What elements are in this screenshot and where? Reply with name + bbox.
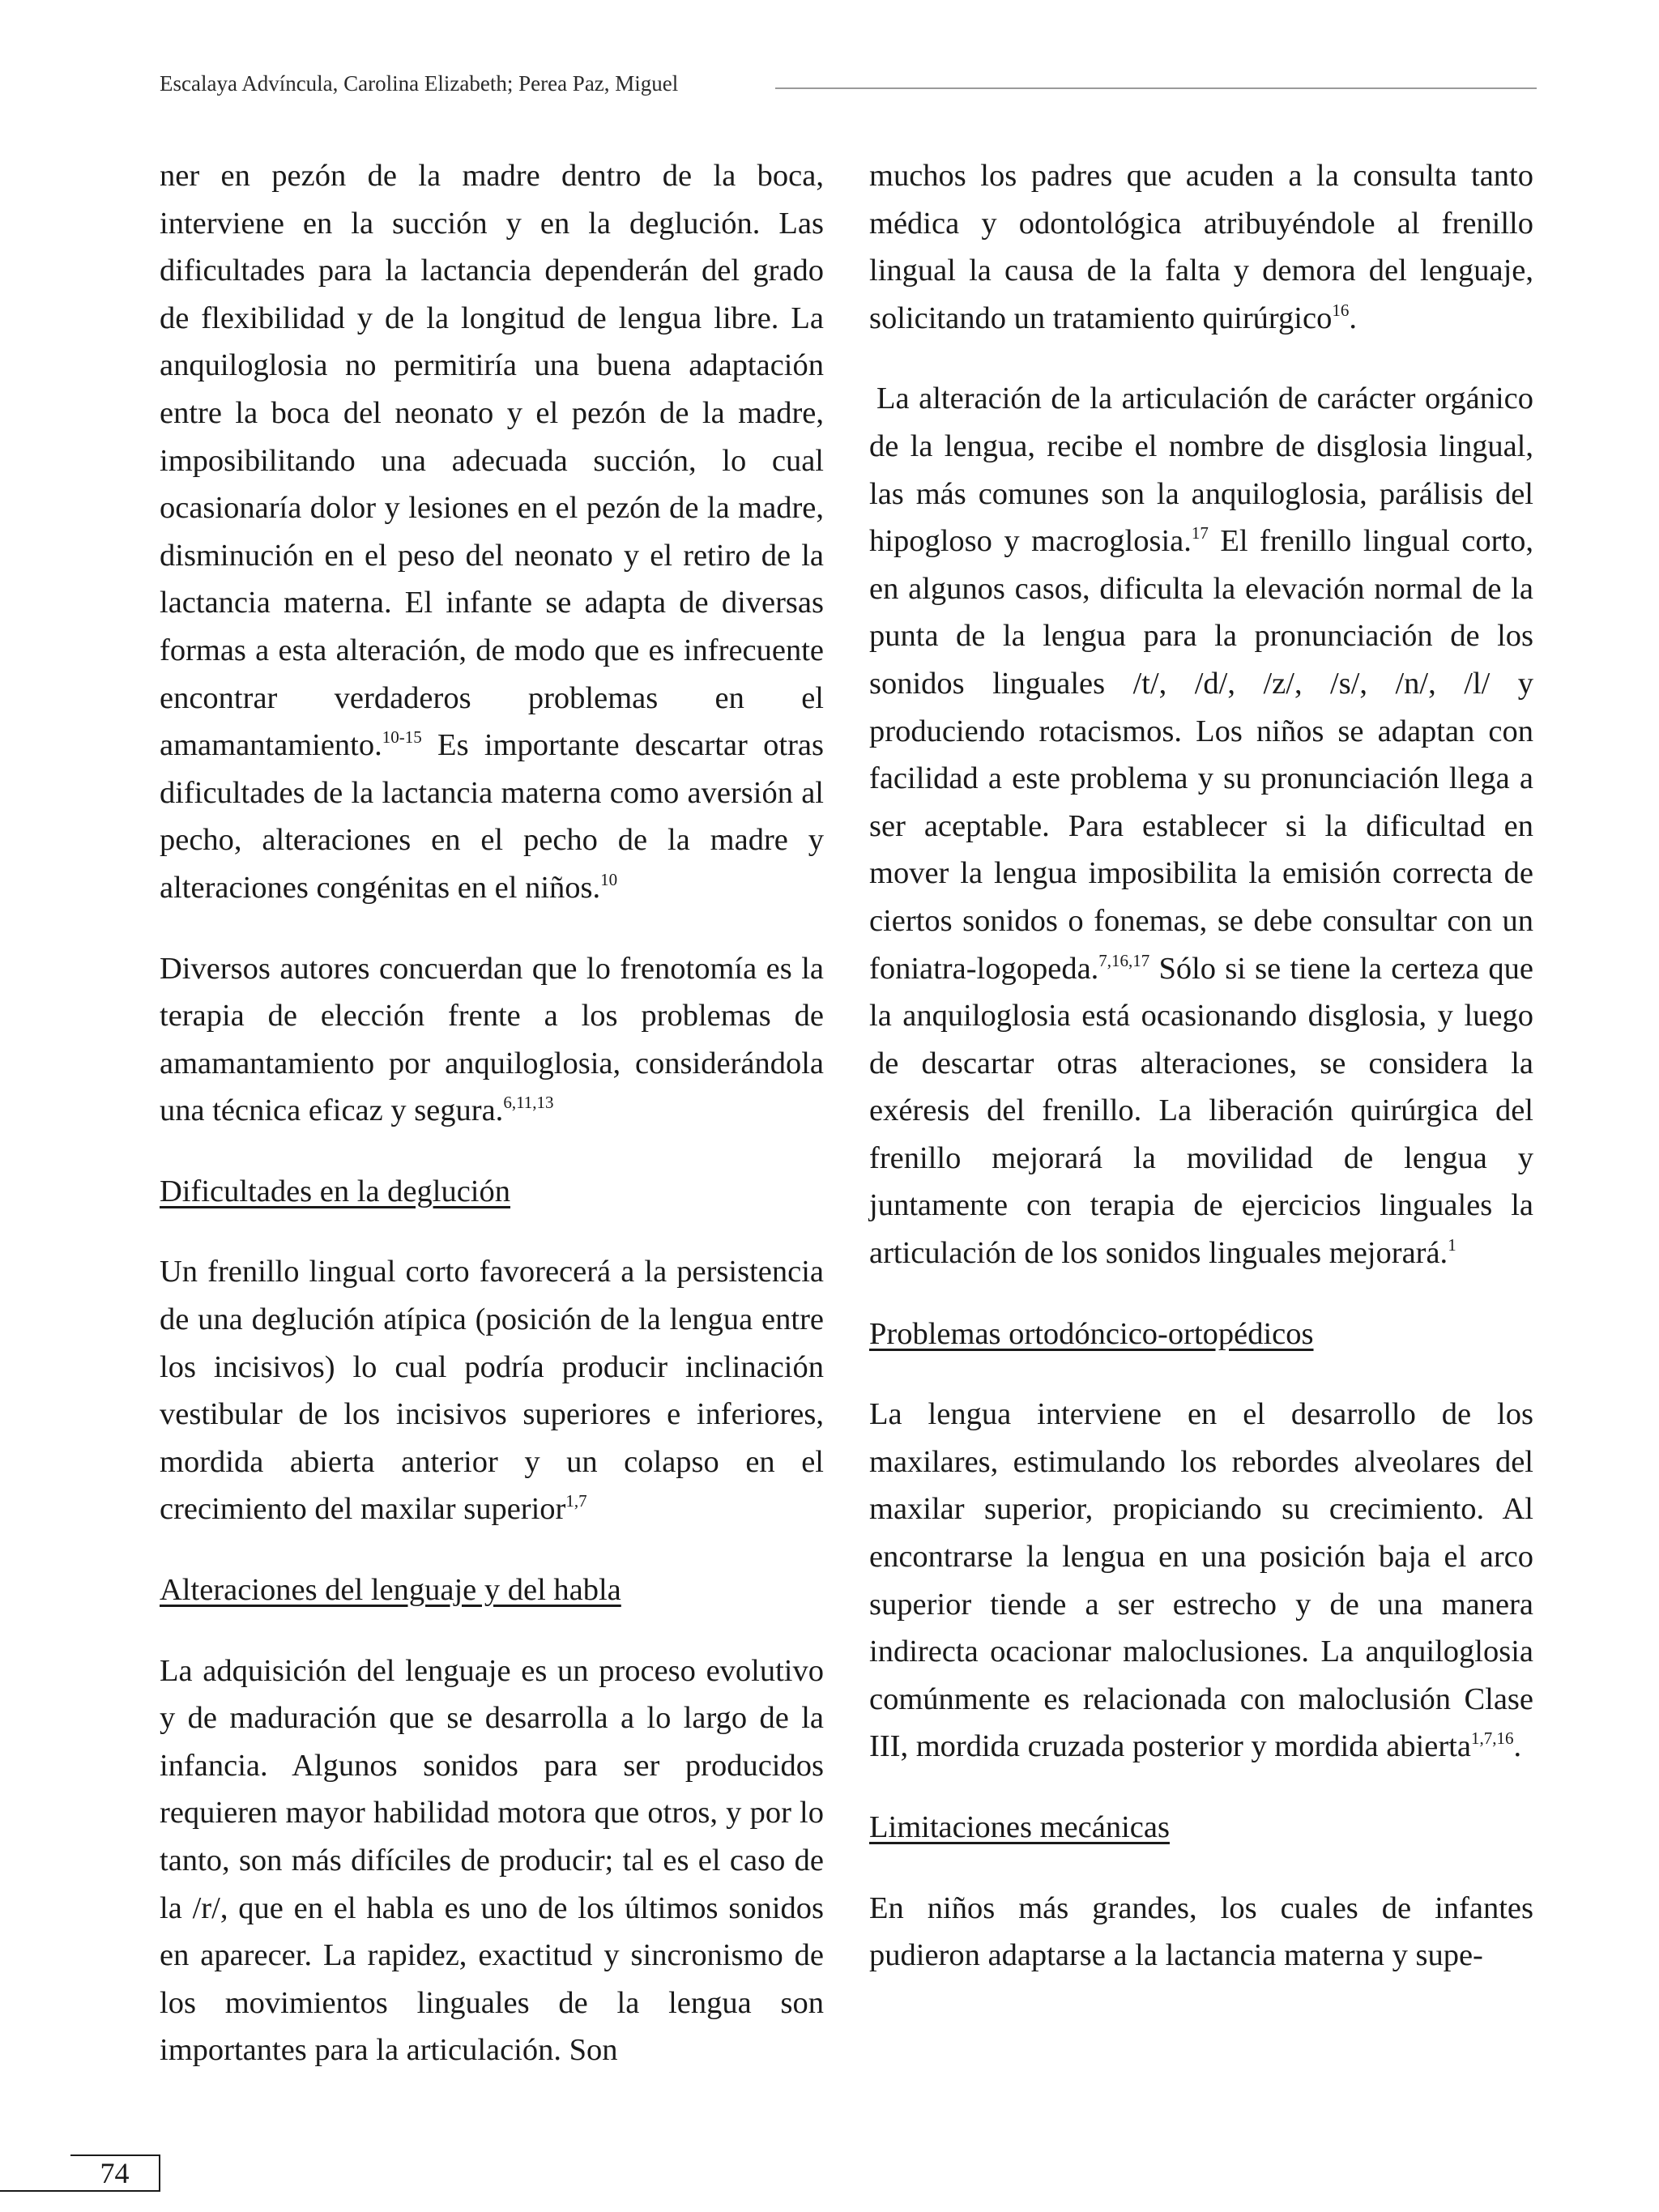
running-header	[160, 71, 1537, 104]
section-heading-deglucion: Dificultades en la deglución	[160, 1174, 510, 1208]
paragraph: La adquisición del lenguaje es un proceso evolutivo y de maduración que se desarrolla a lo largo de la infancia. Algunos sonidos para ser producidos requieren mayor habilidad motora que otros, y por lo tanto, son más difíciles de producir; tal es el caso de la /r/, que en el habla es uno de los últimos sonidos en aparecer. La rapidez, exactitud y sincronismo de los movimientos linguales de la lengua son importantes para la articulación. Son	[160, 1653, 824, 2068]
section-heading-lenguaje: Alteraciones del lenguaje y del habla	[160, 1573, 621, 1608]
citation: 17	[1191, 523, 1209, 543]
paragraph-text: La alteración de la articulación de carácter orgánico de la lengua, recibe el nombre de disglosia lingual, las más comunes son la anquiloglosia, parálisis del hipogloso y macroglosia.	[869, 381, 1533, 559]
paragraph	[160, 152, 824, 912]
paragraph-text: El frenillo lingual corto, en algunos casos, dificulta la elevación normal de la punta de la lengua para la pronunciación de los sonidos linguales /t/, /d/, /z/, /s/, /n/, /l/ y produciendo rotacismos. Los niños se adaptan con facilidad a este problema y su pronunciación llega a ser aceptable. Para establecer si la dificultad en mover la lengua imposibilita la emisión correcta de ciertos sonidos o fonemas, se debe consultar con un foniatra-logopeda.	[869, 524, 1533, 986]
citation: 1,7,16	[1470, 1728, 1514, 1749]
paragraph: En niños más grandes, los cuales de infantes pudieron adaptarse a la lactancia materna y supe-	[869, 1890, 1533, 1973]
right-column	[869, 152, 1533, 2013]
section-heading-ortodoncico: Problemas ortodóncico-ortopédicos	[869, 1316, 1314, 1351]
paragraph-text: .	[1513, 1729, 1522, 1764]
citation: 10	[600, 869, 618, 889]
paragraph-text: muchos los padres que acuden a la consulta tanto médica y odontológica atribuyéndole al frenillo lingual la causa de la falta y demora del lenguaje, solicitando un tratamiento quirúrgico	[869, 159, 1533, 335]
page-number: 74	[70, 2154, 160, 2192]
paragraph-text: Sólo si se tiene la certeza que la anquiloglosia está ocasionando disglosia, y luego de descartar otras alteraciones, se considera la exéresis del frenillo. La liberación quirúrgica del frenillo mejorará la movilidad de lengua y juntamente con terapia de ejercicios linguales la articulación de los sonidos linguales mejorará.	[869, 951, 1533, 1271]
left-column	[160, 152, 824, 2108]
header-authors: Escalaya Advíncula, Carolina Elizabeth; Perea Paz, Miguel	[160, 71, 679, 96]
paragraph	[160, 945, 824, 1135]
paragraph-text: Diversos autores concuerdan que lo frenotomía es la terapia de elección frente a los problemas de amamantamiento por anquiloglosia, considerándola una técnica eficaz y segura.	[160, 951, 824, 1128]
citation: 10-15	[382, 727, 422, 748]
paragraph	[869, 1391, 1533, 1771]
citation: 16	[1332, 300, 1350, 320]
footer-rule	[0, 2190, 160, 2192]
paragraph-text: Es importante descartar otras dificultades de la lactancia materna como aversión al pecho, alteraciones en el pecho de la madre y alteraciones congénitas en el niños.	[160, 728, 824, 905]
section-heading-limitaciones: Limitaciones mecánicas	[869, 1810, 1170, 1844]
citation: 7,16,17	[1098, 950, 1150, 970]
citation: 1	[1448, 1235, 1456, 1255]
paragraph	[869, 375, 1533, 1276]
paragraph	[869, 152, 1533, 342]
paragraph-text: La lengua interviene en el desarrollo de los maxilares, estimulando los rebordes alveolares del maxilar superior, propiciando su crecimiento. Al encontrarse la lengua en una posición baja el arco superior tiende a ser estrecho y de una manera indirecta ocacionar maloclusiones. La anquiloglosia comúnmente es relacionada con maloclusión Clase III, mordida cruzada posterior y mordida abierta	[869, 1397, 1533, 1764]
citation: 6,11,13	[503, 1093, 554, 1113]
paragraph-text: ner en pezón de la madre dentro de la boca, interviene en la succión y en la deglución. Las dificultades para la lactancia dependerán del grado de flexibilidad y de la longitud de lengua libre. La anquiloglosia no permitiría una buena adaptación entre la boca del neonato y el pezón de la madre, imposibilitando una adecuada succión, lo cual ocasionaría dolor y lesiones en el pezón de la madre, disminución en el peso del neonato y el retiro de la lactancia materna. El infante se adapta de diversas formas a esta alteración, de modo que es infrecuente encontrar verdaderos problemas en el amamantamiento.	[160, 159, 824, 763]
paragraph-text: Un frenillo lingual corto favorecerá a la persistencia de una deglución atípica (posición de la lengua entre los incisivos) lo cual podría producir inclinación vestibular de los incisivos superiores e inferiores, mordida abierta anterior y un colapso en el crecimiento del maxilar superior	[160, 1255, 824, 1527]
citation: 1,7	[565, 1491, 587, 1511]
paragraph	[160, 1248, 824, 1533]
paragraph-text: .	[1349, 300, 1357, 335]
header-rule	[775, 87, 1537, 89]
